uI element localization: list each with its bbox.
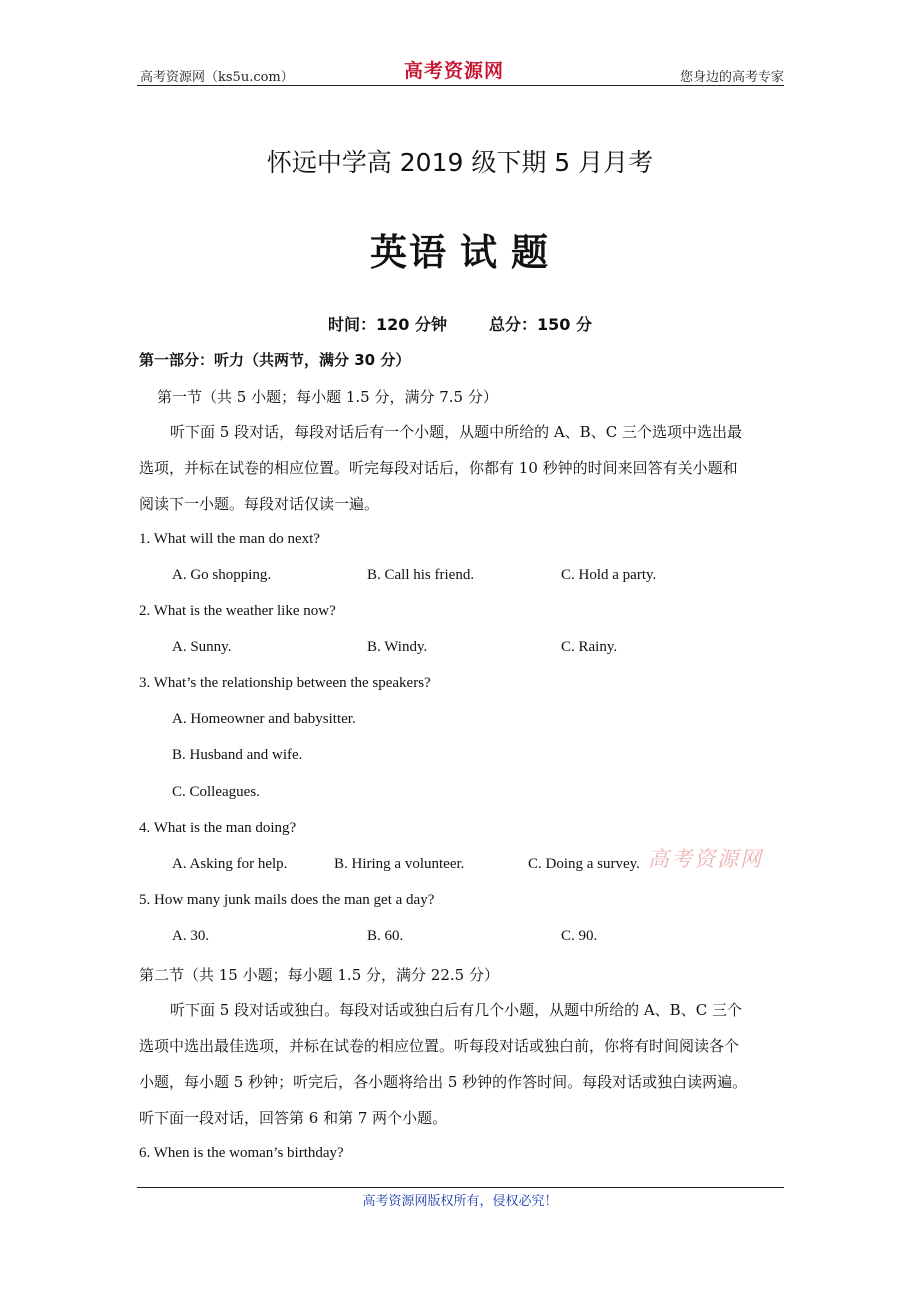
instruction-line: 听下面 5 段对话，每段对话后有一个小题，从题中所给的 A、B、C 三个选项中选出最 — [170, 423, 742, 441]
subtitle-word-1: 英语 — [370, 231, 448, 274]
question-4-option-a: A. Asking for help. — [172, 856, 288, 872]
question-2-option-a: A. Sunny. — [172, 639, 232, 655]
question-3-option-c: C. Colleagues. — [172, 784, 260, 800]
part1-heading: 第一部分：听力（共两节，满分 30 分） — [139, 351, 411, 369]
question-5-option-a: A. 30. — [172, 928, 210, 944]
section1-heading: 第一节（共 5 小题；每小题 1.5 分，满分 7.5 分） — [157, 388, 498, 406]
footer-divider — [137, 1187, 784, 1188]
instruction-line: 小题，每小题 5 秒钟；听完后，各小题将给出 5 秒钟的作答时间。每段对话或独白读两遍。 — [139, 1073, 748, 1091]
question-2-stem: 2. What is the weather like now? — [139, 603, 336, 619]
question-4-option-b: B. Hiring a volunteer. — [334, 856, 465, 872]
instruction-line: 阅读下一小题。每段对话仅读一遍。 — [139, 495, 380, 513]
question-1-option-a: A. Go shopping. — [172, 567, 272, 583]
question-1-stem: 1. What will the man do next? — [139, 531, 320, 547]
exam-time: 时间：120 分钟 — [328, 315, 447, 334]
question-3-option-a: A. Homeowner and babysitter. — [172, 711, 356, 727]
question-5-option-b: B. 60. — [367, 928, 404, 944]
header-slogan: 您身边的高考专家 — [679, 70, 784, 85]
question-3-option-b: B. Husband and wife. — [172, 747, 303, 763]
header-divider — [137, 85, 784, 86]
subtitle-word-2: 试 — [460, 231, 499, 274]
instruction-line: 选项，并标在试卷的相应位置。听完每段对话后，你都有 10 秒钟的时间来回答有关小题和 — [139, 459, 738, 477]
section1-instructions — [139, 414, 784, 522]
section2-heading: 第二节（共 15 小题；每小题 1.5 分，满分 22.5 分） — [139, 966, 499, 984]
subtitle-word-3: 题 — [511, 231, 550, 274]
exam-total-score: 总分：150 分 — [489, 315, 592, 334]
exam-subtitle — [0, 222, 920, 276]
question-6-stem: 6. When is the woman’s birthday? — [139, 1145, 344, 1161]
instruction-line: 听下面一段对话，回答第 6 和第 7 两个小题。 — [139, 1109, 448, 1127]
exam-title: 怀远中学高 2019 级下期 5 月月考 — [266, 148, 654, 177]
question-1-option-c: C. Hold a party. — [561, 567, 657, 583]
instruction-line: 选项中选出最佳选项，并标在试卷的相应位置。听每段对话或独白前，你将有时间阅读各个 — [139, 1037, 740, 1055]
exam-info — [0, 312, 920, 335]
question-2-option-b: B. Windy. — [367, 639, 428, 655]
footer-copyright: 高考资源网版权所有，侵权必究！ — [362, 1194, 558, 1209]
question-2-option-c: C. Rainy. — [561, 639, 618, 655]
watermark-logo: 高考资源网 — [648, 847, 763, 871]
question-5-stem: 5. How many junk mails does the man get a day? — [139, 892, 435, 908]
question-4-stem: 4. What is the man doing? — [139, 820, 297, 836]
question-1-option-b: B. Call his friend. — [367, 567, 475, 583]
instruction-line: 听下面 5 段对话或独白。每段对话或独白后有几个小题，从题中所给的 A、B、C 三个 — [170, 1001, 742, 1019]
question-3-stem: 3. What’s the relationship between the speakers? — [139, 675, 431, 691]
header-logo: 高考资源网 — [404, 60, 505, 82]
question-4-option-c: C. Doing a survey. — [528, 856, 640, 872]
header-site-name: 高考资源网（ks5u.com） — [140, 70, 294, 85]
section2-instructions — [139, 992, 784, 1136]
question-5-option-c: C. 90. — [561, 928, 598, 944]
